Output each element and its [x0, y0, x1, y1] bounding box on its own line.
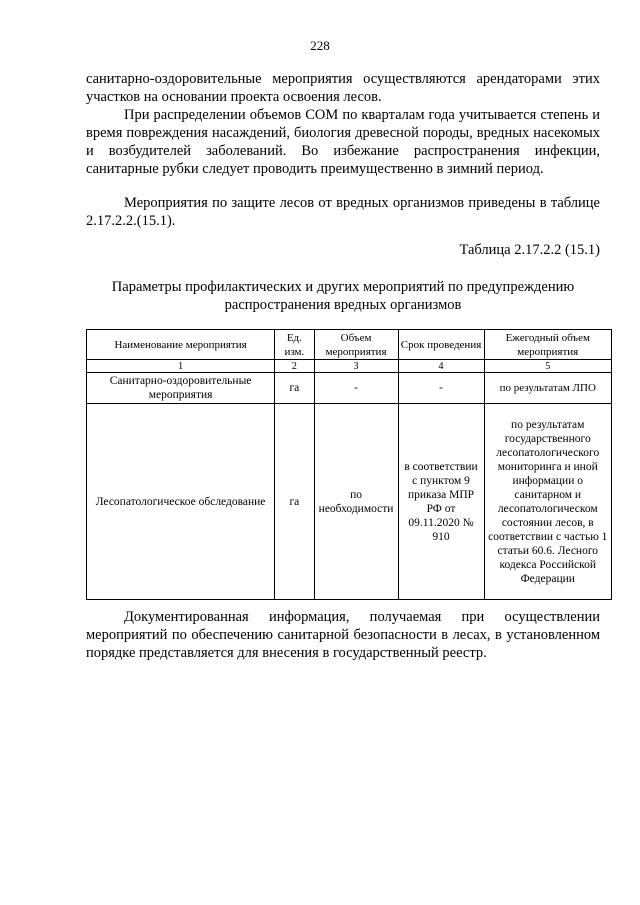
table-row — [87, 373, 612, 404]
column-number: 2 — [275, 360, 314, 373]
column-number: 5 — [484, 360, 612, 373]
header-cell: Срок проведения — [398, 330, 484, 360]
closing-paragraph: Документированная информация, получаемая при осуществлении мероприятий по обеспечению санитарной безопасности в лесах, в установленном порядке представляется для внесения в государственный реестр. — [86, 609, 600, 661]
paragraph-3: Мероприятия по защите лесов от вредных организмов приведены в таблице 2.17.2.2.(15.1). — [86, 195, 600, 229]
page-number: 228 — [310, 38, 330, 53]
table-cell: га — [275, 373, 314, 404]
paragraph-2: При распределении объемов СОМ по кварталам года учитывается степень и время повреждения насаждений, биология древесной породы, вредных насекомых и возбудителей заболеваний. Во избежание распространения инфекции, санитарные рубки следует проводить преимущественно в зимний период. — [86, 107, 600, 177]
header-cell: Ежегодный объем мероприятия — [484, 330, 612, 360]
column-number-row — [87, 360, 612, 373]
paragraph-1: санитарно-оздоровительные мероприятия осуществляются арендаторами этих участков на основании проекта освоения лесов. — [86, 71, 600, 105]
table-cell: га — [275, 404, 314, 600]
table-cell: Санитарно-оздоровительные мероприятия — [87, 373, 275, 404]
table-cell: по результатам государственного лесопатологического мониторинга и иной информации о санитарном и лесопатологическом состоянии лесов, в соответствии с частью 1 статьи 60.6. Лесного кодекса Российской Федерации — [484, 404, 612, 600]
header-cell: Наименование мероприятия — [87, 330, 275, 360]
table-caption: Таблица 2.17.2.2 (15.1) — [459, 242, 600, 258]
header-cell: Объем мероприятия — [314, 330, 398, 360]
header-cell: Ед. изм. — [275, 330, 314, 360]
table-cell: - — [398, 373, 484, 404]
column-number: 3 — [314, 360, 398, 373]
table-row — [87, 404, 612, 600]
table-cell: в соответствии с пунктом 9 приказа МПР РФ от 09.11.2020 № 910 — [398, 404, 484, 600]
column-number: 1 — [87, 360, 275, 373]
table-title: Параметры профилактических и других мероприятий по предупреждению распространения вредных организмов — [111, 279, 575, 313]
column-number: 4 — [398, 360, 484, 373]
table-cell: по результатам ЛПО — [484, 373, 612, 404]
table-cell: - — [314, 373, 398, 404]
table-header-row — [87, 330, 612, 360]
measures-table — [86, 329, 612, 600]
table-cell: Лесопатологическое обследование — [87, 404, 275, 600]
table-cell: по необходимости — [314, 404, 398, 600]
